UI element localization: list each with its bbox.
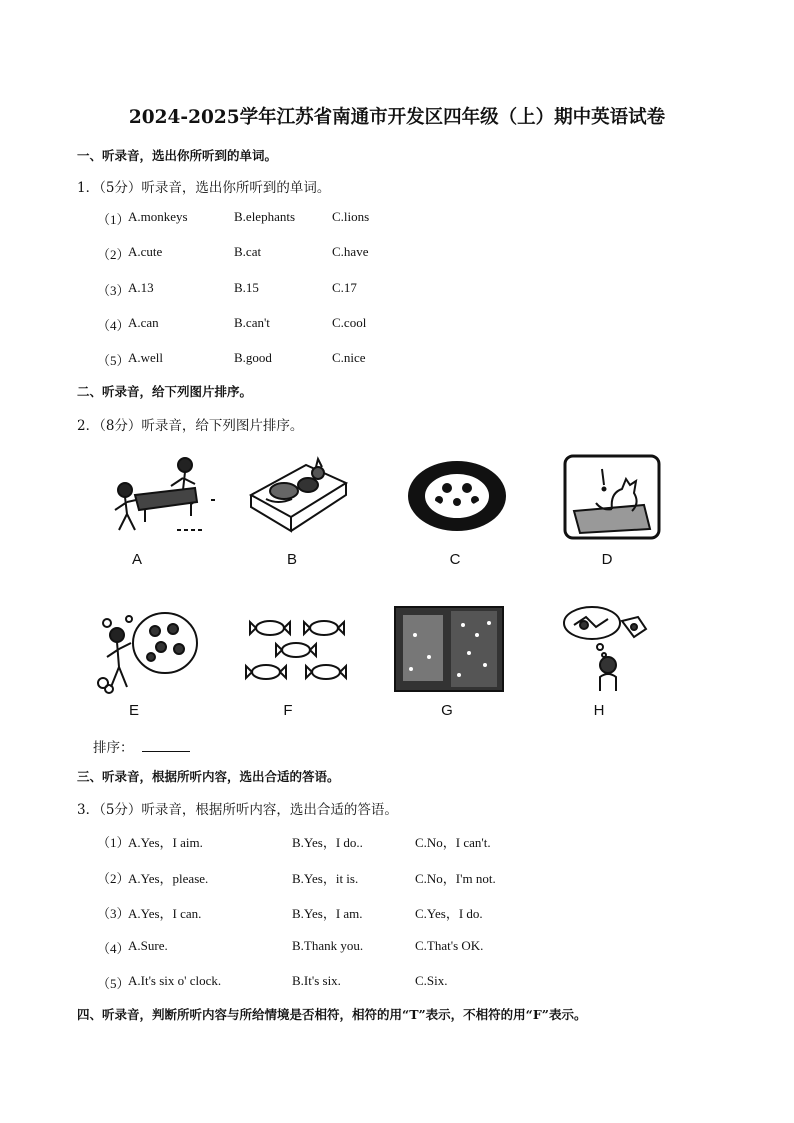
picture-f-candies xyxy=(240,610,362,688)
q3-item-2-option-b[interactable]: B.Yes，it is. xyxy=(292,871,359,886)
picture-label-d: D xyxy=(601,551,613,568)
picture-d-cat-on-mat xyxy=(562,453,662,541)
picture-a-kids-playing xyxy=(105,450,225,540)
q3-item-1-option-a[interactable]: A.Yes，I aim. xyxy=(128,835,203,850)
q1-item-4-num: （4） xyxy=(97,318,130,333)
picture-b-fruit-box xyxy=(246,455,351,535)
picture-label-g: G xyxy=(441,702,453,719)
q3-item-2-option-c[interactable]: C.No，I'm not. xyxy=(415,871,496,886)
picture-label-c: C xyxy=(449,551,461,568)
q1-item-5-option-c[interactable]: C.nice xyxy=(332,350,366,365)
q3-item-3-option-b[interactable]: B.Yes，I am. xyxy=(292,906,363,921)
q1-item-2-option-b[interactable]: B.cat xyxy=(234,244,262,259)
q3-item-5-num: （5） xyxy=(97,976,130,991)
q1-item-1-option-c[interactable]: C.lions xyxy=(332,209,370,224)
picture-label-h: H xyxy=(593,702,605,719)
q1-item-2-option-a[interactable]: A.cute xyxy=(128,244,163,259)
q3-item-1-num: （1） xyxy=(97,835,130,850)
page-title: 2024-2025学年江苏省南通市开发区四年级（上）期中英语试卷 xyxy=(128,107,666,128)
q3-item-4-option-a[interactable]: A.Sure. xyxy=(128,938,168,953)
q1-item-4-option-a[interactable]: A.can xyxy=(128,315,159,330)
picture-label-b: B xyxy=(286,551,297,568)
section-heading-2: 二、听录音，给下列图片排序。 xyxy=(77,384,253,399)
q1-item-3-option-c[interactable]: C.17 xyxy=(332,280,357,295)
q1-item-2-option-c[interactable]: C.have xyxy=(332,244,369,259)
picture-e-child-with-bubble xyxy=(95,605,205,695)
q3-item-5-option-c[interactable]: C.Six. xyxy=(415,973,448,988)
q1-item-3-num: （3） xyxy=(97,283,130,298)
picture-label-e: E xyxy=(128,702,139,719)
picture-label-a: A xyxy=(131,551,142,568)
q3-item-4-option-b[interactable]: B.Thank you. xyxy=(292,938,364,953)
section-heading-1: 一、听录音，选出你所听到的单词。 xyxy=(77,148,278,163)
q3-item-4-num: （4） xyxy=(97,941,130,956)
section-heading-3: 三、听录音，根据所听内容，选出合适的答语。 xyxy=(77,769,340,784)
q3-item-5-option-b[interactable]: B.It's six. xyxy=(292,973,341,988)
order-label: 排序： xyxy=(93,740,134,756)
question-3-stem: 3．（5分）听录音，根据所听内容，选出合适的答语。 xyxy=(77,802,398,818)
q3-item-2-option-a[interactable]: A.Yes，please. xyxy=(128,871,209,886)
question-1-stem: 1．（5分）听录音，选出你所听到的单词。 xyxy=(77,180,331,196)
q1-item-4-option-c[interactable]: C.cool xyxy=(332,315,367,330)
q1-item-1-option-a[interactable]: A.monkeys xyxy=(128,209,188,224)
q1-item-5-option-a[interactable]: A.well xyxy=(128,350,164,365)
q3-item-3-option-c[interactable]: C.Yes，I do. xyxy=(415,906,483,921)
q3-item-5-option-a[interactable]: A.It's six o' clock. xyxy=(128,973,222,988)
q1-item-5-num: （5） xyxy=(97,353,130,368)
q3-item-2-num: （2） xyxy=(97,871,130,886)
q3-item-3-option-a[interactable]: A.Yes，I can. xyxy=(128,906,202,921)
q3-item-1-option-c[interactable]: C.No，I can't. xyxy=(415,835,491,850)
picture-label-f: F xyxy=(283,702,293,719)
order-answer-row xyxy=(93,736,190,756)
q3-item-1-option-b[interactable]: B.Yes，I do.. xyxy=(292,835,363,850)
q3-item-3-num: （3） xyxy=(97,906,130,921)
q1-item-1-option-b[interactable]: B.elephants xyxy=(234,209,296,224)
q1-item-5-option-b[interactable]: B.good xyxy=(234,350,272,365)
question-2-stem: 2．（8分）听录音，给下列图片排序。 xyxy=(77,418,304,434)
picture-g-dark-scene xyxy=(393,605,505,693)
order-answer-blank[interactable] xyxy=(142,739,190,752)
q3-item-4-option-c[interactable]: C.That's OK. xyxy=(415,938,484,953)
q1-item-2-num: （2） xyxy=(97,247,130,262)
picture-h-child-thinking xyxy=(560,603,656,693)
picture-c-round-plate xyxy=(405,458,510,534)
q1-item-4-option-b[interactable]: B.can't xyxy=(234,315,270,330)
q1-item-3-option-b[interactable]: B.15 xyxy=(234,280,259,295)
section-heading-4: 四、听录音，判断所听内容与所给情境是否相符，相符的用“T”表示，不相符的用“F”表示。 xyxy=(77,1007,587,1022)
q1-item-1-num: （1） xyxy=(97,212,130,227)
q1-item-3-option-a[interactable]: A.13 xyxy=(128,280,154,295)
